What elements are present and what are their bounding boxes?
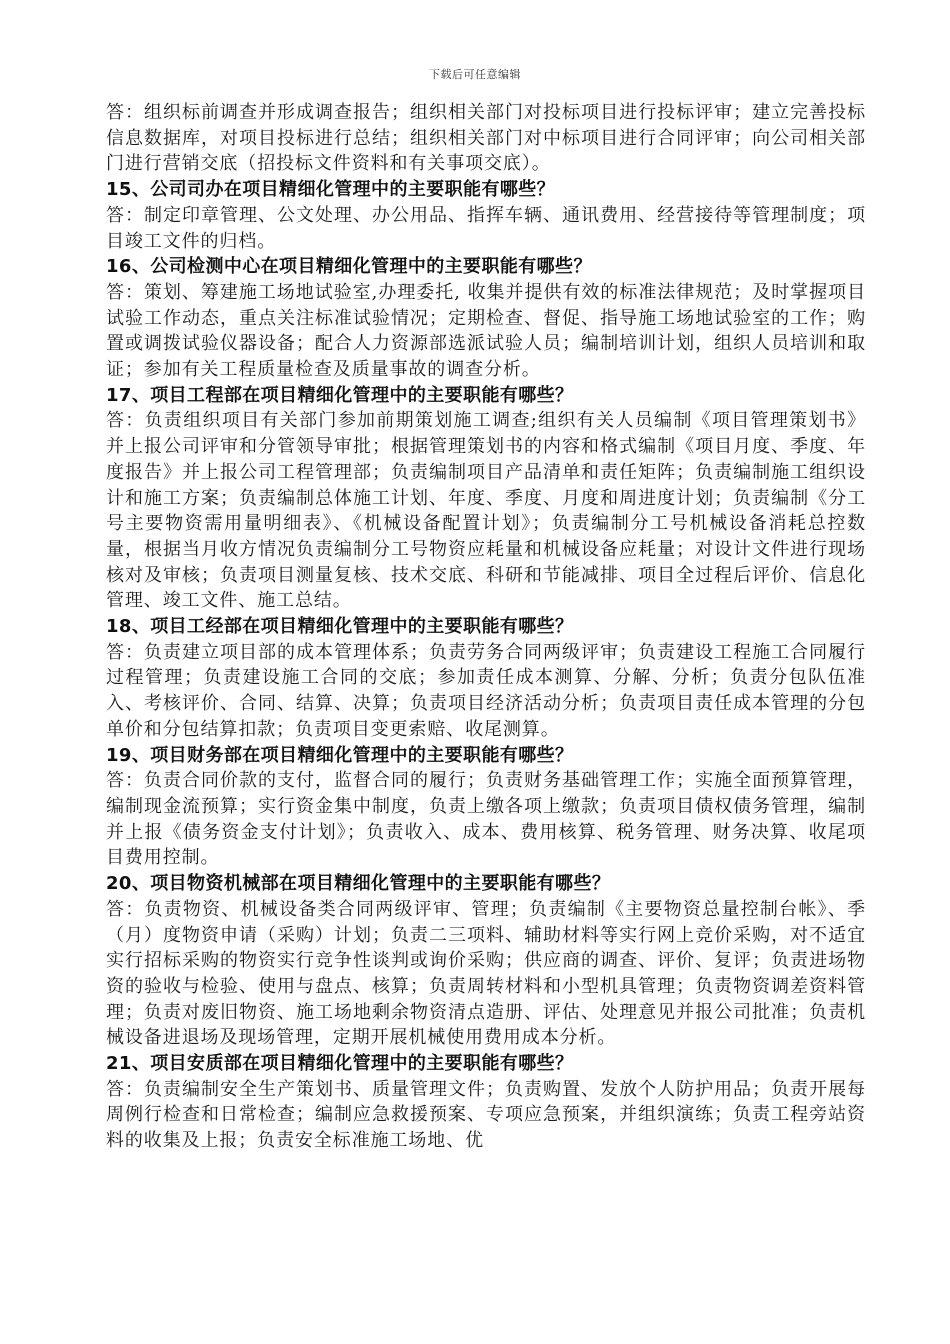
answer-paragraph: 答：负责组织项目有关部门参加前期策划施工调查;组织有关人员编制《项目管理策划书》并上报公司评审和分管领导审批；根据管理策划书的内容和格式编制《项目月度、季度、年度报告》并上报公司工程管理部；负责编制项目产品清单和责任矩阵；负责编制施工组织设计和施工方案；负责编制总体施工计划、年度、季度、月度和周进度计划；负责编制《分工号主要物资需用量明细表》、《机械设备配置计划》；负责编制分工号机械设备消耗总控数量，根据当月收方情况负责编制分工号物资应耗量和机械设备应耗量；对设计文件进行现场核对及审核；负责项目测量复核、技术交底、科研和节能减排、项目全过程后评价、信息化管理、竣工文件、施工总结。 <box>106 410 866 612</box>
section-21 <box>106 1051 866 1154</box>
answer-paragraph: 答：制定印章管理、公文处理、办公用品、指挥车辆、通讯费用、经营接待等管理制度；项目竣工文件的归档。 <box>106 204 866 252</box>
answer-paragraph: 答：策划、筹建施工场地试验室,办理委托, 收集并提供有效的标准法律规范；及时掌握项目试验工作动态，重点关注标准试验情况；定期检查、督促、指导施工场地试验室的工作；购置或调拨试验仪器设备；配合人力资源部选派试验人员；编制培训计划，组织人员培训和取证；参加有关工程质量检查及质量事故的调查分析。 <box>106 281 866 381</box>
question-heading: 20、项目物资机械部在项目精细化管理中的主要职能有哪些？ <box>106 873 611 895</box>
answer-paragraph: 答：负责编制安全生产策划书、质量管理文件；负责购置、发放个人防护用品；负责开展每周例行检查和日常检查；编制应急救援预案、专项应急预案，并组织演练；负责工程旁站资料的收集及上报；负责安全标准施工场地、优 <box>106 1078 866 1152</box>
section-15 <box>106 177 866 254</box>
section-18 <box>106 614 866 743</box>
section-20 <box>106 871 866 1051</box>
question-heading: 18、项目工经部在项目精细化管理中的主要职能有哪些？ <box>106 616 574 638</box>
answer-paragraph: 答：负责建立项目部的成本管理体系；负责劳务合同两级评审；负责建设工程施工合同履行过程管理；负责建设施工合同的交底；参加责任成本测算、分解、分析；负责分包队伍准入、考核评价、合同、结算、决算；负责项目经济活动分析；负责项目责任成本管理的分包单价和分包结算扣款；负责项目变更索赔、收尾测算。 <box>106 641 866 740</box>
page-header: 下载后可任意编辑 <box>429 68 521 81</box>
section-16 <box>106 254 866 383</box>
answer-paragraph: 答：负责物资、机械设备类合同两级评审、管理；负责编制《主要物资总量控制台帐》、季（月）度物资申请（采购）计划；负责二三项料、辅助材料等实行网上竞价采购，对不适宜实行招标采购的物资实行竞争性谈判或询价采购；供应商的调查、评价、复评；负责进场物资的验收与检验、使用与盘点、核算；负责周转材料和小型机具管理；负责物资调差资料管理；负责对废旧物资、施工场地剩余物资清点造册、评估、处理意见并报公司批准；负责机械设备进退场及现场管理，定期开展机械使用费用成本分析。 <box>106 898 866 1049</box>
section-17 <box>106 383 866 614</box>
question-heading: 16、公司检测中心在项目精细化管理中的主要职能有哪些？ <box>106 256 592 278</box>
question-heading: 19、项目财务部在项目精细化管理中的主要职能有哪些？ <box>106 744 574 766</box>
document-body <box>106 100 866 1154</box>
intro-answer: 答：组织标前调查并形成调查报告；组织相关部门对投标项目进行投标评审；建立完善投标信息数据库，对项目投标进行总结；组织相关部门对中标项目进行合同评审；向公司相关部门进行营销交底（招投标文件资料和有关事项交底）。 <box>106 102 866 175</box>
question-heading: 17、项目工程部在项目精细化管理中的主要职能有哪些？ <box>106 384 574 406</box>
question-heading: 15、公司司办在项目精细化管理中的主要职能有哪些？ <box>106 179 556 201</box>
answer-paragraph: 答：负责合同价款的支付，监督合同的履行；负责财务基础管理工作；实施全面预算管理，编制现金流预算；实行资金集中制度，负责上缴各项上缴款；负责项目债权债务管理，编制并上报《债务资金支付计划》；负责收入、成本、费用核算、税务管理、财务决算、收尾项目费用控制。 <box>106 770 866 869</box>
section-19 <box>106 743 866 872</box>
question-heading: 21、项目安质部在项目精细化管理中的主要职能有哪些？ <box>106 1053 574 1075</box>
